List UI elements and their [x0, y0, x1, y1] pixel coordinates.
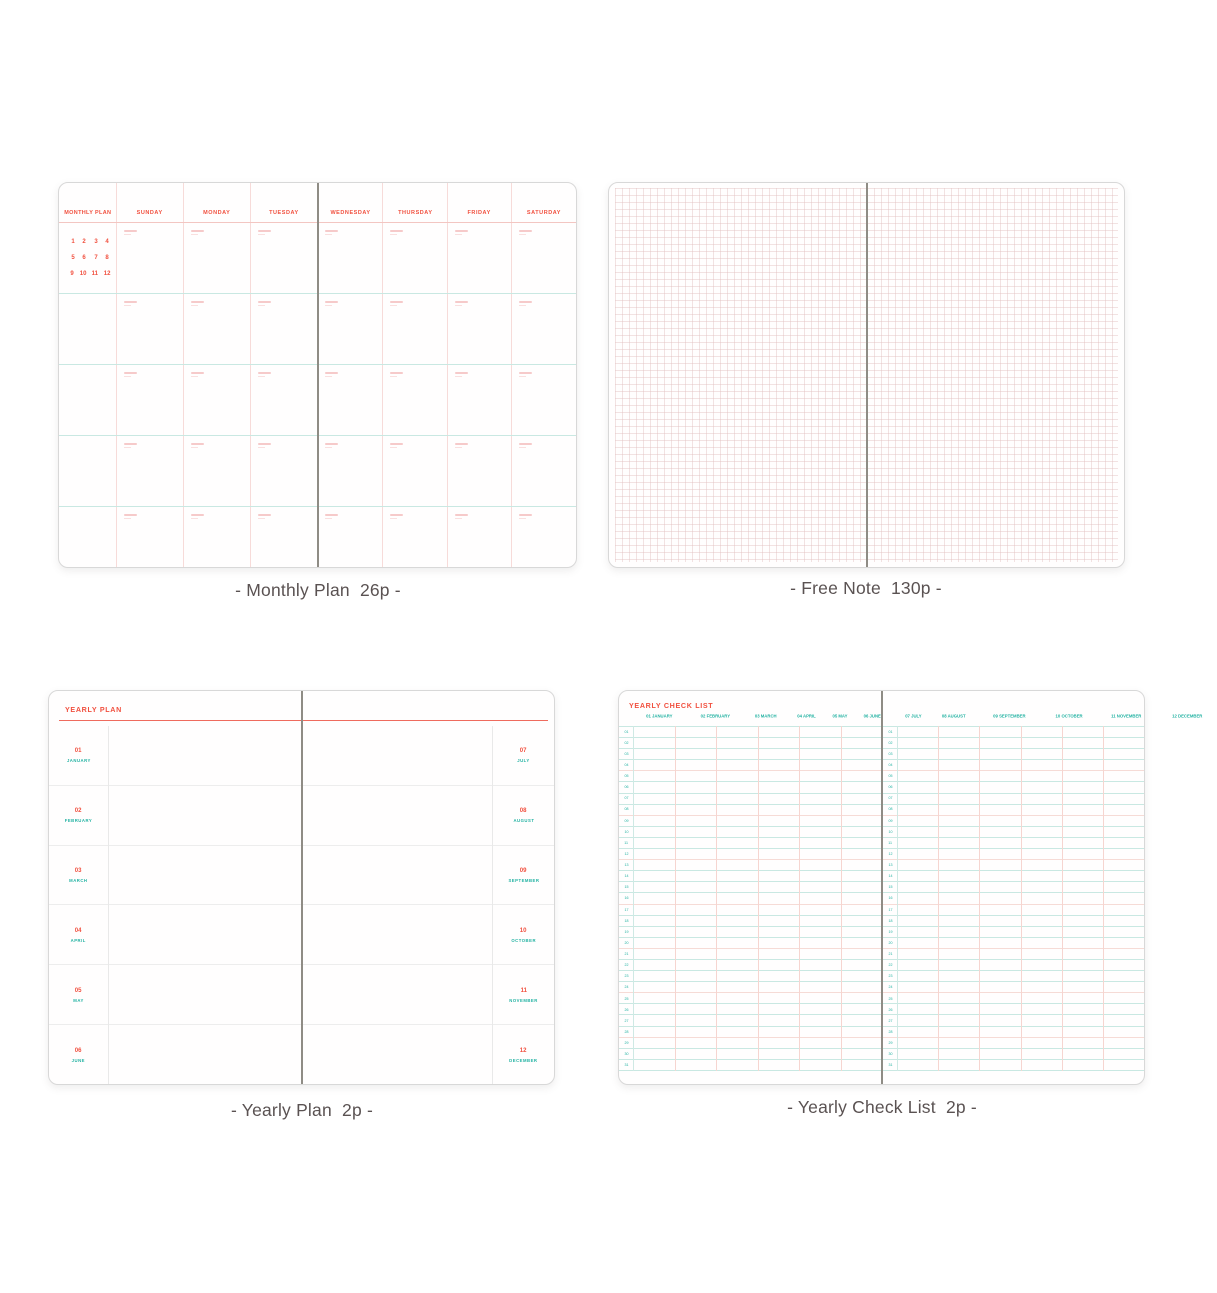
mini-calendar-number: 5: [71, 253, 75, 261]
checklist-column-header: [930, 709, 977, 723]
mini-calendar-number: 10: [79, 269, 87, 277]
month-label: [493, 925, 554, 945]
checklist-row-number: [619, 871, 633, 882]
column-header-label: 05 MAY: [832, 713, 848, 719]
checklist-row-number: [619, 826, 633, 837]
monthly-day-cell: [511, 365, 576, 435]
checklist-row-number: [619, 726, 633, 737]
checklist-row-number: [619, 748, 633, 759]
day-header-label: TUESDAY: [269, 209, 300, 216]
monthly-day-cell: [447, 365, 512, 435]
checklist-row-number: [883, 737, 897, 748]
checklist-row-number: [883, 1004, 897, 1015]
row-number-label: 22: [887, 962, 893, 967]
day-header-label: FRIDAY: [467, 209, 492, 216]
row-number-label: 16: [623, 896, 629, 901]
month-label: [493, 865, 554, 885]
checklist-row-number: [619, 960, 633, 971]
check-list-column-lines: [633, 726, 882, 1071]
monthly-plan-title-cell: [59, 183, 116, 222]
monthly-day-cell: [447, 507, 512, 567]
checklist-row-number: [619, 1060, 633, 1071]
month-number: 01: [75, 747, 82, 755]
month-name: JUNE: [71, 1057, 86, 1063]
monthly-day-cell: [447, 294, 512, 364]
checklist-row-number: [619, 837, 633, 848]
mini-calendar-number: 2: [82, 237, 86, 245]
row-number-label: 18: [623, 918, 629, 923]
checklist-column-header: [897, 709, 930, 723]
checklist-row-number: [619, 904, 633, 915]
monthly-day-cell: [382, 294, 447, 364]
monthly-day-header-cell: [116, 183, 183, 222]
month-name: FEBRUARY: [64, 818, 93, 824]
checklist-row-number: [619, 915, 633, 926]
checklist-column-header: [977, 709, 1042, 723]
checklist-row-number: [883, 993, 897, 1004]
monthly-day-cell: [317, 507, 382, 567]
monthly-day-cell: [250, 294, 317, 364]
checklist-row-number: [883, 871, 897, 882]
column-separator-line: [841, 726, 883, 1071]
checklist-row-number: [883, 837, 897, 848]
row-number-label: 09: [623, 818, 629, 823]
row-number-label: 21: [887, 951, 893, 956]
row-number-label: 03: [887, 751, 893, 756]
label-column-line-left: [108, 726, 109, 1084]
check-list-column-lines: [897, 726, 1144, 1071]
row-number-label: 17: [887, 907, 893, 912]
checklist-row-number: [883, 804, 897, 815]
monthly-day-cell: [317, 223, 382, 293]
row-number-label: 25: [623, 996, 629, 1001]
day-header-label: WEDNESDAY: [330, 209, 371, 216]
checklist-row-number: [883, 937, 897, 948]
monthly-day-cell: [250, 507, 317, 567]
month-name: APRIL: [70, 937, 87, 943]
monthly-day-header-cell: [317, 183, 382, 222]
row-number-label: 23: [887, 974, 893, 979]
month-name: MAY: [73, 997, 84, 1003]
column-header-label: 08 AUGUST: [941, 713, 966, 719]
check-list-grid: [883, 726, 1144, 1071]
column-separator-line: [979, 726, 1020, 1071]
mini-calendar-number: 6: [82, 253, 86, 261]
caption-yearly-check-list: - Yearly Check List 2p -: [787, 1097, 977, 1117]
row-number-label: 19: [887, 929, 893, 934]
month-number: 07: [520, 747, 527, 755]
checklist-row-number: [883, 904, 897, 915]
checklist-row-number: [619, 1004, 633, 1015]
month-number: 06: [75, 1046, 82, 1054]
row-number-label: 11: [888, 840, 892, 845]
monthly-day-cell: [250, 223, 317, 293]
monthly-day-cell: [382, 436, 447, 506]
spine-divider: [301, 691, 303, 1084]
month-number: 02: [75, 807, 82, 815]
month-label: [49, 805, 108, 825]
row-number-label: 04: [887, 762, 893, 767]
row-number-label: 07: [887, 796, 893, 801]
checklist-row-number: [619, 759, 633, 770]
monthly-index-cell: [59, 294, 116, 364]
monthly-day-cell: [317, 436, 382, 506]
row-number-label: 14: [623, 873, 629, 878]
month-label: [493, 985, 554, 1005]
checklist-row-number: [883, 1060, 897, 1071]
mini-calendar-row: [67, 265, 113, 281]
column-separator-line: [758, 726, 800, 1071]
row-number-label: 22: [623, 962, 629, 967]
checklist-row-number: [883, 782, 897, 793]
row-number-label: 08: [887, 807, 893, 812]
mini-calendar-number: 4: [105, 237, 109, 245]
monthly-day-cell: [382, 365, 447, 435]
checklist-row-number: [619, 882, 633, 893]
monthly-day-cell: [183, 436, 250, 506]
checklist-row-number: [883, 1026, 897, 1037]
row-number-label: 30: [623, 1051, 629, 1056]
month-name: SEPTEMBER: [508, 877, 539, 883]
row-number-label: 23: [623, 974, 629, 979]
row-number-label: 18: [887, 918, 893, 923]
mini-calendar-number: 8: [105, 253, 109, 261]
row-number-label: 29: [623, 1040, 629, 1045]
row-number-label: 26: [887, 1007, 893, 1012]
yearly-plan-title: YEARLY PLAN: [65, 705, 122, 714]
checklist-row-number: [619, 893, 633, 904]
checklist-row-number: [883, 748, 897, 759]
spine-divider: [317, 183, 319, 567]
month-label: [49, 1045, 108, 1065]
checklist-row-number: [619, 982, 633, 993]
monthly-day-cell: [183, 223, 250, 293]
row-number-label: 08: [623, 807, 629, 812]
checklist-row-number: [883, 860, 897, 871]
check-list-row-numbers: [619, 726, 633, 1071]
checklist-row-number: [883, 882, 897, 893]
row-number-label: 13: [887, 862, 893, 867]
column-header-label: 06 JUNE: [863, 713, 881, 719]
row-number-label: 05: [623, 773, 629, 778]
checklist-column-header: [686, 709, 745, 723]
monthly-day-cell: [116, 507, 183, 567]
row-number-label: 04: [623, 762, 629, 767]
row-number-label: 31: [887, 1063, 893, 1068]
row-number-label: 28: [887, 1029, 893, 1034]
monthly-day-header-cell: [382, 183, 447, 222]
column-header-label: 12 DECEMBER: [1171, 713, 1202, 719]
check-list-row-numbers: [883, 726, 897, 1071]
checklist-row-number: [883, 926, 897, 937]
checklist-row-number: [619, 993, 633, 1004]
row-number-label: 27: [623, 1018, 629, 1023]
monthly-index-cell: [59, 436, 116, 506]
row-number-label: 02: [623, 740, 629, 745]
checklist-row-number: [883, 848, 897, 859]
checklist-row-number: [883, 1038, 897, 1049]
mini-calendar-number: 3: [94, 237, 98, 245]
row-number-label: 12: [887, 851, 893, 856]
month-name: DECEMBER: [509, 1057, 538, 1063]
checklist-row-number: [619, 1015, 633, 1026]
month-number: 09: [520, 867, 527, 874]
month-name: JULY: [517, 758, 530, 764]
row-number-label: 26: [623, 1007, 629, 1012]
checklist-row-number: [883, 949, 897, 960]
monthly-day-header-cell: [511, 183, 576, 222]
monthly-day-cell: [250, 436, 317, 506]
column-header-label: 02 FEBRUARY: [700, 713, 730, 719]
row-number-label: 10: [623, 829, 629, 834]
yearly-check-list-title: YEARLY CHECK LIST: [629, 701, 714, 710]
monthly-plan-title: MONTHLY PLAN: [63, 209, 111, 216]
check-list-column-headers: [897, 709, 1202, 723]
monthly-day-cell: [317, 365, 382, 435]
yearly-check-list-spread: [618, 690, 1202, 1085]
checklist-column-header: [1096, 709, 1156, 723]
mini-month-index: [67, 233, 113, 281]
checklist-row-number: [883, 793, 897, 804]
checklist-column-header: [1157, 709, 1217, 723]
row-number-label: 31: [623, 1063, 629, 1068]
row-number-label: 25: [887, 996, 893, 1001]
month-name: AUGUST: [513, 818, 534, 824]
column-separator-line: [633, 726, 675, 1071]
monthly-day-cell: [183, 294, 250, 364]
checklist-row-number: [619, 860, 633, 871]
row-number-label: 24: [623, 985, 629, 990]
column-separator-line: [897, 726, 938, 1071]
checklist-row-number: [619, 737, 633, 748]
checklist-row-number: [619, 1026, 633, 1037]
header-rule: [59, 720, 548, 721]
column-header-label: 09 SEPTEMBER: [993, 713, 1026, 719]
monthly-day-cell: [447, 436, 512, 506]
row-number-label: 06: [887, 784, 893, 789]
row-number-label: 27: [887, 1018, 893, 1023]
row-number-label: 02: [887, 740, 893, 745]
checklist-row-number: [619, 926, 633, 937]
column-separator-line: [1062, 726, 1103, 1071]
monthly-day-cell: [447, 223, 512, 293]
month-number: 03: [75, 867, 82, 874]
checklist-row-number: [883, 726, 897, 737]
day-header-label: THURSDAY: [397, 209, 433, 216]
monthly-index-cell: [59, 507, 116, 567]
column-separator-line: [716, 726, 758, 1071]
monthly-day-header-cell: [447, 183, 512, 222]
mini-calendar-number: 11: [91, 269, 99, 277]
month-number: 04: [75, 927, 82, 934]
month-number: 11: [520, 986, 527, 994]
column-header-label: 04 APRIL: [797, 713, 816, 719]
checklist-column-header: [825, 709, 855, 723]
row-number-label: 16: [887, 896, 893, 901]
checklist-column-header: [1042, 709, 1096, 723]
column-header-label: 11 NOVEMBER: [1111, 713, 1142, 719]
column-separator-line: [675, 726, 717, 1071]
checklist-column-header: [744, 709, 787, 723]
monthly-day-cell: [116, 436, 183, 506]
monthly-index-cell: [59, 365, 116, 435]
row-number-label: 03: [623, 751, 629, 756]
checklist-row-number: [619, 815, 633, 826]
checklist-row-number: [619, 793, 633, 804]
row-number-label: 13: [623, 862, 629, 867]
monthly-plan-spread: [58, 182, 577, 568]
mini-calendar-number: 1: [71, 237, 75, 245]
month-name: OCTOBER: [511, 937, 536, 943]
mini-calendar-number: 9: [70, 269, 74, 277]
spine-divider: [866, 183, 868, 567]
month-name: JANUARY: [66, 758, 91, 764]
row-number-label: 28: [623, 1029, 629, 1034]
row-number-label: 20: [887, 940, 893, 945]
monthly-day-cell: [511, 223, 576, 293]
spine-divider: [881, 691, 883, 1084]
mini-calendar-number: 12: [103, 269, 111, 277]
monthly-day-header-cell: [183, 183, 250, 222]
monthly-day-cell: [116, 223, 183, 293]
checklist-row-number: [619, 937, 633, 948]
monthly-day-cell: [317, 294, 382, 364]
row-number-label: 24: [887, 985, 893, 990]
month-name: MARCH: [69, 877, 88, 883]
monthly-day-cell: [511, 436, 576, 506]
row-number-label: 06: [623, 784, 629, 789]
column-header-label: 01 JANUARY: [646, 713, 673, 719]
free-note-spread: [608, 182, 1125, 568]
mini-calendar-row: [67, 233, 113, 249]
monthly-day-cell: [183, 507, 250, 567]
column-separator-line: [799, 726, 841, 1071]
row-number-label: 12: [623, 851, 629, 856]
day-header-label: MONDAY: [203, 209, 231, 216]
row-number-label: 20: [623, 940, 629, 945]
row-number-label: 19: [623, 929, 629, 934]
column-separator-line: [1021, 726, 1062, 1071]
row-number-label: 30: [887, 1051, 893, 1056]
checklist-row-number: [883, 960, 897, 971]
row-number-label: 10: [887, 829, 893, 834]
monthly-day-cell: [116, 294, 183, 364]
row-number-label: 17: [623, 907, 629, 912]
check-list-right-page: [883, 691, 1202, 1084]
checklist-row-number: [883, 893, 897, 904]
mini-calendar-row: [67, 249, 113, 265]
checklist-row-number: [619, 848, 633, 859]
column-header-label: 07 JULY: [905, 713, 922, 719]
monthly-day-cell: [116, 365, 183, 435]
month-label: [49, 865, 108, 885]
row-number-label: 14: [887, 873, 893, 878]
row-number-label: 29: [887, 1040, 893, 1045]
checklist-row-number: [883, 915, 897, 926]
checklist-row-number: [883, 826, 897, 837]
checklist-row-number: [883, 1015, 897, 1026]
checklist-row-number: [619, 804, 633, 815]
month-label: [49, 985, 108, 1005]
column-header-label: 03 MARCH: [755, 713, 777, 719]
month-label: [493, 1045, 554, 1065]
row-number-label: 21: [623, 951, 629, 956]
monthly-day-cell: [382, 223, 447, 293]
monthly-day-cell: [511, 507, 576, 567]
checklist-row-number: [883, 815, 897, 826]
check-list-column-headers: [633, 709, 882, 723]
monthly-day-cell: [250, 365, 317, 435]
checklist-row-number: [883, 971, 897, 982]
checklist-row-number: [619, 771, 633, 782]
checklist-row-number: [883, 759, 897, 770]
monthly-day-cell: [183, 365, 250, 435]
month-label: [493, 805, 554, 825]
monthly-day-header-cell: [250, 183, 317, 222]
row-number-label: 11: [624, 840, 628, 845]
check-list-left-page: [619, 691, 882, 1084]
month-number: 12: [520, 1046, 527, 1054]
monthly-day-cell: [511, 294, 576, 364]
row-number-label: 01: [623, 729, 629, 734]
row-number-label: 05: [887, 773, 893, 778]
month-number: 08: [520, 807, 527, 815]
day-header-label: SUNDAY: [136, 209, 163, 216]
checklist-row-number: [619, 949, 633, 960]
checklist-column-header: [633, 709, 686, 723]
row-number-label: 09: [887, 818, 893, 823]
row-number-label: 07: [623, 796, 629, 801]
month-number: 10: [520, 927, 527, 934]
column-header-label: 10 OCTOBER: [1055, 713, 1083, 719]
checklist-row-number: [619, 1049, 633, 1060]
row-number-label: 15: [887, 885, 893, 890]
day-header-label: SATURDAY: [527, 209, 562, 216]
checklist-row-number: [883, 982, 897, 993]
month-name: NOVEMBER: [509, 997, 538, 1003]
label-column-line-right: [492, 726, 493, 1084]
mini-calendar-number: 7: [94, 253, 98, 261]
checklist-row-number: [883, 771, 897, 782]
column-separator-line: [938, 726, 979, 1071]
checklist-row-number: [619, 1038, 633, 1049]
caption-yearly-plan: - Yearly Plan 2p -: [231, 1100, 373, 1120]
month-label: [493, 746, 554, 766]
checklist-row-number: [619, 782, 633, 793]
checklist-row-number: [619, 971, 633, 982]
month-label: [49, 746, 108, 766]
month-label: [49, 925, 108, 945]
monthly-day-cell: [382, 507, 447, 567]
month-number: 05: [75, 986, 82, 994]
checklist-column-header: [788, 709, 825, 723]
row-number-label: 15: [623, 885, 629, 890]
row-number-label: 01: [887, 729, 893, 734]
checklist-row-number: [883, 1049, 897, 1060]
caption-free-note: - Free Note 130p -: [790, 578, 942, 598]
column-separator-line: [1103, 726, 1144, 1071]
check-list-grid: [619, 726, 882, 1071]
caption-monthly-plan: - Monthly Plan 26p -: [235, 580, 401, 600]
yearly-plan-spread: [48, 690, 555, 1085]
